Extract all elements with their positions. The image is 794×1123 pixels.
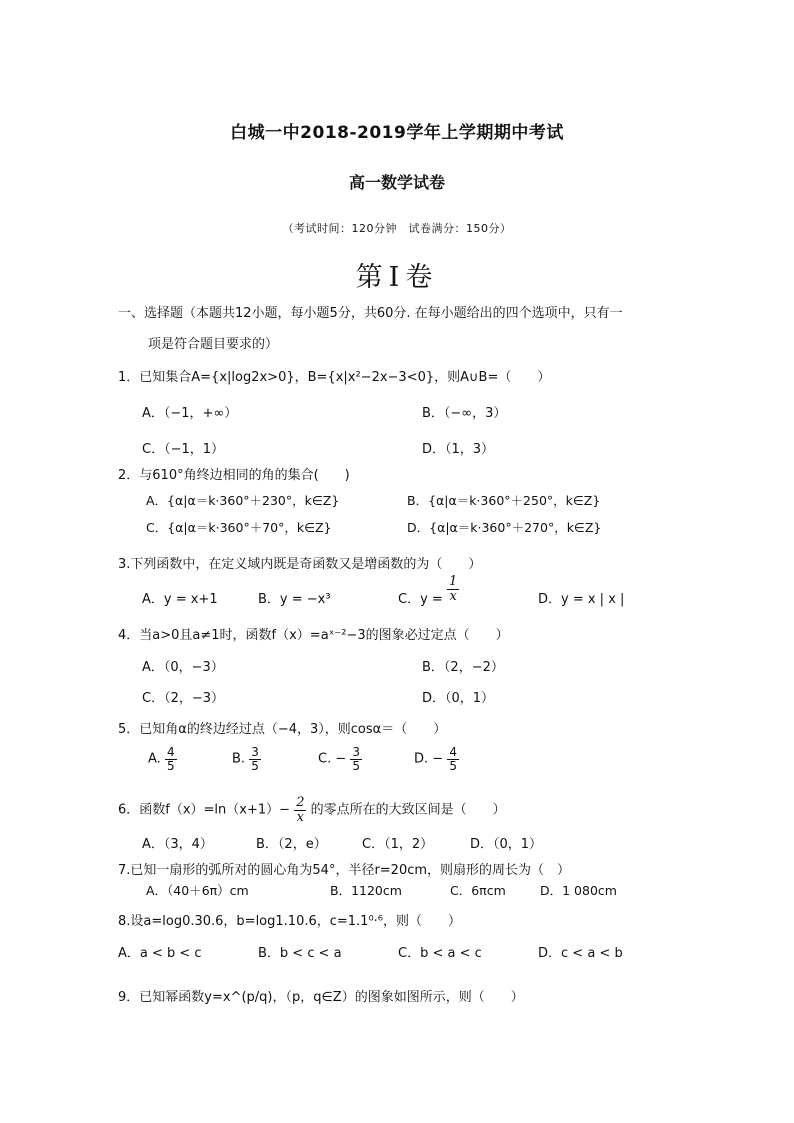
exam-title: 白城一中2018-2019学年上学期期中考试 (230, 123, 564, 143)
fraction-denominator: 5 (449, 758, 457, 773)
question-5-option-a (148, 746, 177, 772)
question-6-option-d: D．（0，1） (470, 837, 543, 852)
question-8-stem: 8.设a=log0.30.6，b=log1.10.6，c=1.1⁰·⁶，则（ ） (118, 914, 462, 929)
question-9-stem: 9．已知幂函数y=x^(p/q)，（p，q∈Z）的图象如图所示，则（ ） (118, 990, 524, 1005)
fraction-denominator: x (449, 588, 457, 604)
question-1-option-d: D．（1，3） (422, 442, 495, 457)
question-3-option-d: D．y = x | x | (538, 592, 625, 607)
option-label: A. (148, 751, 161, 767)
fraction-numerator: 3 (251, 745, 259, 759)
question-5-option-b (232, 746, 261, 772)
option-sign: − (335, 751, 347, 767)
question-3-option-c-fraction (447, 575, 459, 603)
option-label: D. (414, 751, 429, 767)
question-5-option-d (414, 746, 459, 772)
question-1-option-a: A．（−1，+∞） (142, 406, 238, 421)
option-fraction (350, 746, 362, 772)
question-6-option-a: A．（3，4） (142, 837, 213, 852)
fraction-denominator: 5 (352, 758, 361, 773)
exam-subtitle: 高一数学试卷 (348, 173, 445, 192)
question-8-option-d: D．c < a < b (538, 946, 623, 961)
question-7-option-c: C．6πcm (450, 883, 506, 898)
section-heading-line1: 一、选择题（本题共12小题，每小题5分，共60分. 在每小题给出的四个选项中，只有一 (118, 306, 623, 321)
question-8-option-b: B．b < c < a (258, 946, 342, 961)
question-2-option-a: A．{α|α＝k·360°＋230°，k∈Z} (146, 493, 340, 508)
question-4-stem: 4．当a>0且a≠1时，函数f（x）=aˣ⁻²−3的图象必过定点（ ） (118, 628, 509, 643)
option-fraction (447, 746, 459, 772)
question-8-option-c: C．b < a < c (398, 946, 482, 961)
question-6-stem-before: 6．函数f（x）=ln（x+1）− (118, 802, 291, 818)
question-5-stem: 5．已知角α的终边经过点（−4，3），则cosα＝（ ） (118, 722, 447, 737)
question-6-option-c: C．（1，2） (362, 837, 434, 852)
question-4-option-d: D．（0，1） (422, 691, 495, 706)
fraction-denominator: x (296, 809, 304, 825)
question-4-option-b: B．（2，−2） (422, 660, 504, 675)
question-3-option-b: B．y = −x³ (258, 592, 331, 607)
question-1-option-c: C．（−1，1） (142, 442, 225, 457)
option-label: C. (318, 751, 332, 767)
question-5-option-c (318, 746, 362, 772)
fraction-denominator: 5 (251, 758, 259, 773)
option-label: B. (232, 751, 246, 767)
exam-note: （考试时间：120分钟 试卷满分：150分） (282, 222, 512, 235)
question-3-option-c: C．y = (398, 592, 443, 607)
question-6-stem (118, 796, 506, 824)
question-6-fraction (294, 796, 306, 824)
fraction-numerator: 4 (166, 745, 175, 759)
question-7-option-b: B．1120cm (330, 883, 402, 898)
fraction-numerator: 1 (449, 574, 458, 589)
question-3-stem: 3.下列函数中，在定义域内既是奇函数又是增函数的为（ ） (118, 557, 482, 572)
fraction-numerator: 3 (352, 745, 361, 759)
question-4-option-a: A．（0，−3） (142, 660, 224, 675)
question-1-option-b: B．（−∞，3） (422, 406, 507, 421)
question-2-stem: 2．与610°角终边相同的角的集合( ) (118, 468, 350, 483)
volume-title: 第Ⅰ卷 (355, 262, 439, 293)
question-7-option-a: A．（40＋6π）cm (146, 883, 249, 898)
question-2-option-c: C．{α|α＝k·360°＋70°，k∈Z} (146, 520, 332, 535)
option-fraction (165, 746, 177, 772)
fraction-denominator: 5 (166, 758, 175, 773)
option-sign: − (432, 751, 444, 767)
question-4-option-c: C．（2，−3） (142, 691, 225, 706)
question-2-option-d: D．{α|α＝k·360°＋270°，k∈Z} (407, 520, 602, 535)
fraction-numerator: 2 (296, 795, 305, 810)
question-2-option-b: B．{α|α＝k·360°＋250°，k∈Z} (407, 493, 601, 508)
section-heading-line2: 项是符合题目要求的） (148, 337, 279, 352)
question-1-stem: 1．已知集合A={x|log2x>0}，B={x|x²−2x−3<0}，则A∪B=（ ） (118, 370, 551, 385)
option-fraction (249, 746, 261, 772)
question-8-option-a: A．a < b < c (118, 946, 202, 961)
question-3-option-a: A．y = x+1 (142, 592, 218, 607)
question-6-option-b: B．（2，e） (256, 837, 327, 852)
fraction-numerator: 4 (449, 745, 457, 759)
question-7-stem: 7.已知一扇形的弧所对的圆心角为54°，半径r=20cm，则扇形的周长为（ ） (118, 863, 571, 878)
question-6-stem-after: 的零点所在的大致区间是（ ） (310, 802, 506, 818)
question-7-option-d: D．1 080cm (540, 883, 617, 898)
